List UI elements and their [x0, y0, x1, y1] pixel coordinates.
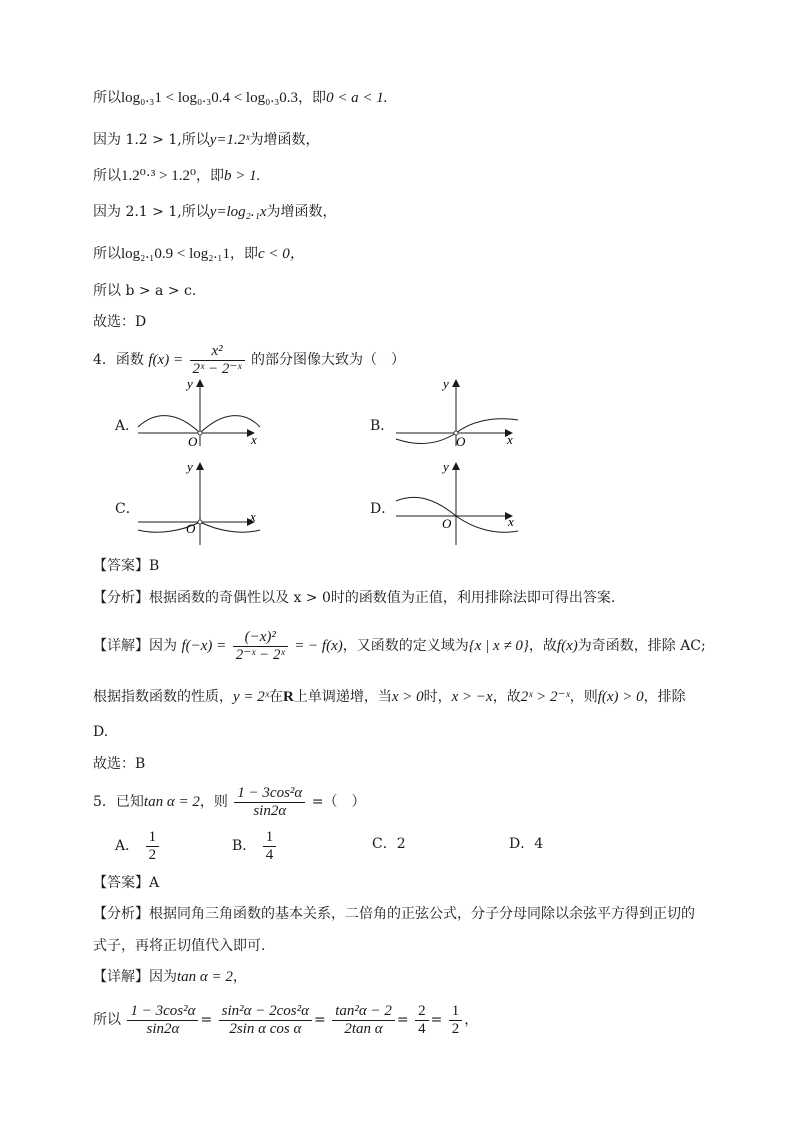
- option-label: B．: [232, 838, 257, 854]
- detail-tag: 【详解】: [93, 638, 149, 654]
- text: =（ ）: [311, 794, 366, 810]
- math-expr: {x | x ≠ 0}: [468, 638, 529, 654]
- fraction: [449, 1003, 463, 1038]
- numerator: 1 − 3cos²α: [234, 785, 305, 803]
- text: 因为 2.1 > 1,所以: [93, 204, 210, 220]
- line-4: [93, 202, 337, 222]
- text: 为增函数，: [249, 132, 320, 148]
- y-label: y: [443, 459, 449, 474]
- q5-option-a: [115, 828, 161, 864]
- text: 故选：B: [93, 756, 146, 772]
- q5-option-d: [509, 834, 543, 854]
- denominator: 2: [148, 846, 157, 863]
- q5-detail-2: 所以 $\frac{\text{1 − 3cos²α}}{\sin 2\alpha}$ = $\frac{\text{sin²α − 2cos²α}}{\text{2sin α cos α}}$ = $\frac{\text{tan²α − 2}}{\text{2tan α}}$ = $\frac{2}{4}$ = $\frac{1}{2}$ ，: [93, 1002, 479, 1037]
- origin-label: O: [442, 516, 452, 531]
- math-expr: y=log₂.₁x: [209, 204, 267, 220]
- curve: [396, 497, 518, 532]
- q5-analysis-2: [93, 936, 265, 956]
- math-expr: tan α = 2: [177, 969, 233, 985]
- denominator: sin2α: [253, 802, 287, 819]
- text: 所以: [93, 246, 121, 262]
- numerator: x²: [190, 343, 245, 361]
- numerator: sin²α − 2cos²α: [219, 1003, 312, 1021]
- q4-answer: [93, 556, 159, 576]
- y-label: y: [443, 376, 449, 391]
- text: 所以: [93, 90, 121, 106]
- fraction: [219, 1003, 312, 1038]
- numerator: tan²α − 2: [332, 1003, 395, 1021]
- text: 故选：D: [93, 314, 147, 330]
- graph-option-b: [394, 376, 522, 448]
- text: ，即: [298, 90, 327, 106]
- x-label: x: [250, 509, 256, 524]
- math-expr: log₂.₁0.9 < log₂.₁1: [121, 246, 230, 262]
- q5-option-b: [232, 828, 278, 864]
- text: 因为 1.2 > 1,所以: [93, 132, 210, 148]
- math-expr: c < 0，: [257, 246, 305, 262]
- question-number: 5．已知: [93, 794, 144, 810]
- text: 所以: [93, 168, 121, 184]
- x-label: x: [251, 432, 257, 447]
- option-label: A．: [115, 838, 140, 854]
- math-expr: 2ˣ > 2⁻ˣ: [520, 689, 570, 705]
- option-text: C．2: [372, 836, 406, 852]
- fraction: [415, 1003, 429, 1038]
- text: 为增函数，: [266, 204, 337, 220]
- question-number: 4．函数: [93, 352, 144, 368]
- text: 根据指数函数的性质，: [93, 689, 233, 705]
- denominator: 4: [265, 846, 274, 863]
- text: ，即: [229, 246, 258, 262]
- denominator: 2sin α cos α: [229, 1020, 302, 1037]
- math-expr: f(x) > 0: [597, 689, 644, 705]
- math-expr: f(x): [556, 638, 578, 654]
- fraction: [332, 1003, 395, 1038]
- q4-detail-1: [93, 628, 706, 664]
- origin-label: O: [456, 434, 466, 448]
- text: D.: [93, 724, 109, 740]
- option-c-label: C．: [115, 501, 140, 517]
- text: 为奇函数，排除 AC;: [577, 638, 706, 654]
- math-expr: R: [283, 689, 294, 705]
- math-expr: 0 < a < 1.: [326, 90, 388, 106]
- graph-option-c: [136, 459, 264, 547]
- fraction: [146, 829, 160, 864]
- line-6: [93, 281, 196, 301]
- math-expr: y = 2ˣ: [233, 689, 270, 705]
- text: 的部分图像大致为（ ）: [250, 352, 405, 368]
- math-expr: tan α = 2: [143, 794, 200, 810]
- line-1: [93, 88, 388, 108]
- text: ，: [232, 969, 247, 985]
- q4-detail-3: [93, 722, 108, 742]
- origin-label: O: [188, 434, 198, 448]
- option-b-label: B．: [370, 418, 395, 434]
- q5-answer: [93, 873, 159, 893]
- text: 所以: [93, 1012, 121, 1028]
- analysis-text: 根据同角三角函数的基本关系，二倍角的正弦公式，分子分母同除以余弦平方得到正切的: [149, 906, 695, 922]
- graph-option-a: [136, 376, 264, 448]
- text: 上单调递增，当: [293, 689, 392, 705]
- text: ，则: [199, 794, 228, 810]
- q5-stem: [93, 784, 365, 820]
- math-expr: log₀.₃1 < log₀.₃0.4 < log₀.₃0.3: [121, 90, 299, 106]
- denominator: sin2α: [146, 1020, 180, 1037]
- math-expr: b > 1.: [223, 168, 261, 184]
- math-expr: = − f(x): [294, 638, 343, 654]
- denominator: 2ˣ − 2⁻ˣ: [192, 360, 242, 377]
- answer-tag: 【答案】: [93, 558, 149, 574]
- q4-detail-2: [93, 687, 686, 707]
- numerator: 1: [449, 1003, 463, 1021]
- text: ，故: [528, 638, 557, 654]
- numerator: 1: [263, 829, 277, 847]
- text: ，故: [492, 689, 521, 705]
- fraction: [234, 785, 305, 820]
- text: 因为: [149, 638, 177, 654]
- line-7: [93, 312, 146, 332]
- text: 因为: [149, 969, 177, 985]
- math-expr: f(−x) =: [181, 638, 227, 654]
- analysis-text: 式子，再将正切值代入即可.: [93, 938, 266, 954]
- y-label: y: [187, 376, 193, 391]
- text: 所以 b > a > c.: [93, 283, 197, 299]
- fraction: [190, 343, 245, 378]
- x-label: x: [507, 432, 513, 447]
- text: 时，: [423, 689, 452, 705]
- option-a-label: A．: [115, 418, 140, 434]
- math-expr: f(x) =: [148, 352, 184, 368]
- answer-tag: 【答案】: [93, 875, 149, 891]
- analysis-text: 根据函数的奇偶性以及 x > 0时的函数值为正值，利用排除法即可得出答案.: [149, 590, 616, 606]
- denominator: 2: [451, 1020, 460, 1037]
- line-3: [93, 166, 260, 186]
- q5-detail-1: [93, 967, 247, 987]
- math-expr: y=1.2ˣ: [209, 132, 250, 148]
- text: ，: [464, 1012, 479, 1028]
- x-label: x: [508, 514, 514, 529]
- q4-analysis: [93, 588, 615, 608]
- math-expr: x > −x: [451, 689, 493, 705]
- q4-stem: [93, 342, 405, 378]
- text: ，即: [195, 168, 224, 184]
- math-expr: x > 0: [391, 689, 424, 705]
- numerator: (−x)²: [233, 629, 288, 647]
- fraction: [233, 629, 288, 664]
- origin-dot: [198, 520, 202, 524]
- q5-analysis-1: [93, 904, 695, 924]
- y-label: y: [187, 459, 193, 474]
- origin-label: O: [186, 521, 196, 536]
- numerator: 1 − 3cos²α: [127, 1003, 198, 1021]
- q4-choose: [93, 754, 145, 774]
- line-5: [93, 244, 305, 264]
- graph-option-d: [394, 459, 522, 547]
- option-text: D．4: [509, 836, 544, 852]
- denominator: 4: [418, 1020, 426, 1037]
- option-d-label: D．: [370, 501, 396, 517]
- answer-value: A: [149, 875, 160, 891]
- analysis-tag: 【分析】: [93, 590, 149, 606]
- denominator: 2tan α: [344, 1020, 383, 1037]
- numerator: 1: [146, 829, 160, 847]
- detail-tag: 【详解】: [93, 969, 149, 985]
- text: ，又函数的定义域为: [342, 638, 469, 654]
- answer-value: B: [149, 558, 160, 574]
- line-2: [93, 130, 319, 150]
- math-expr: 1.2⁰·³ > 1.2⁰: [121, 168, 196, 184]
- numerator: 2: [415, 1003, 429, 1021]
- fraction: [263, 829, 277, 864]
- analysis-tag: 【分析】: [93, 906, 149, 922]
- text: ，则: [569, 689, 598, 705]
- q5-option-c: [372, 834, 406, 854]
- origin-dot: [198, 431, 202, 435]
- text: ，排除: [643, 689, 686, 705]
- fraction: [127, 1003, 198, 1038]
- curve: [138, 416, 260, 433]
- denominator: 2⁻ˣ − 2ˣ: [235, 646, 285, 663]
- text: 在: [269, 689, 284, 705]
